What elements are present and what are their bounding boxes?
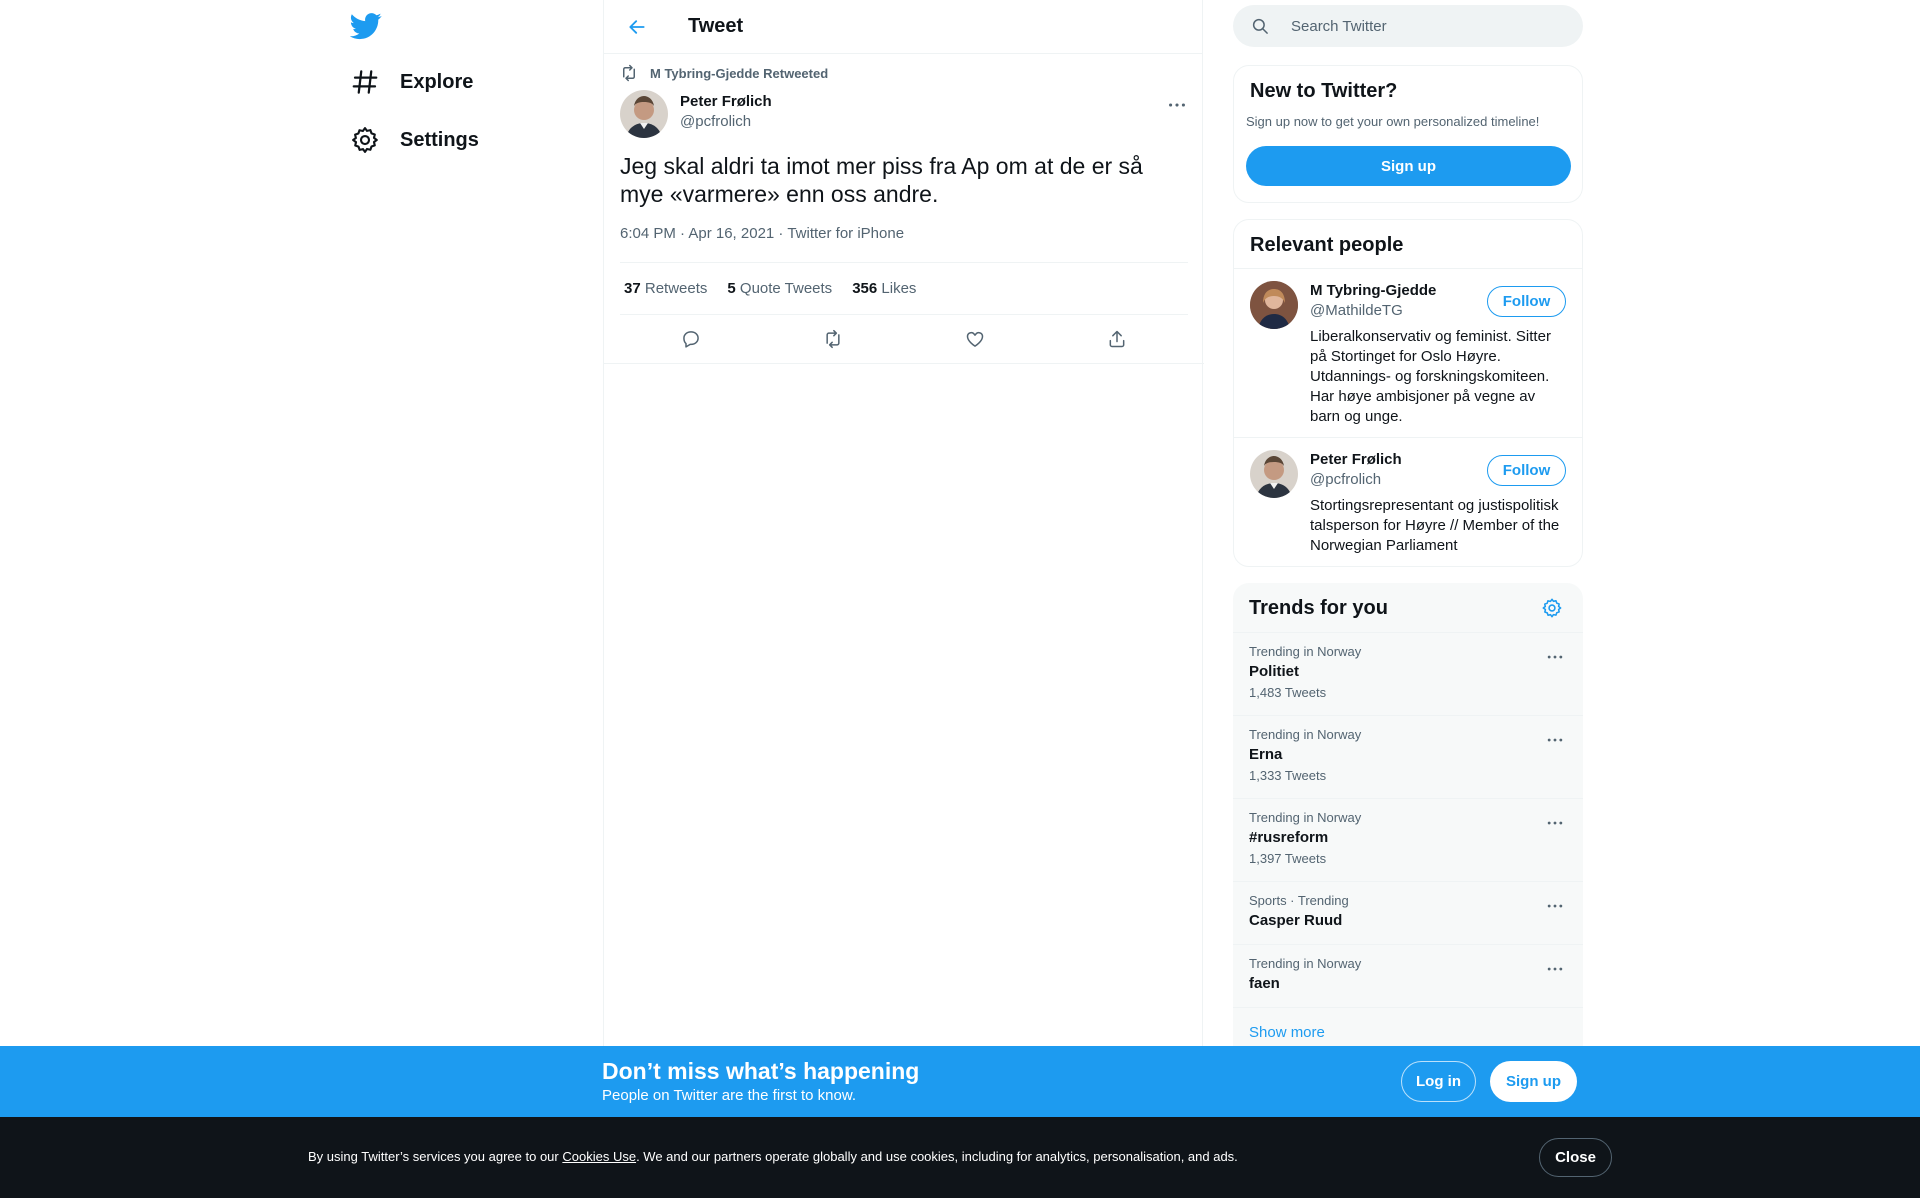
retweets-stat[interactable] (624, 280, 707, 297)
search-input[interactable]: Search Twitter (1291, 17, 1387, 35)
trend-count: 1,333 Tweets (1249, 768, 1327, 783)
person-name[interactable]: M Tybring-Gjedde (1310, 282, 1437, 299)
trend-count: 1,483 Tweets (1249, 685, 1327, 700)
likes-label: Likes (881, 280, 917, 297)
signup-button[interactable]: Sign up (1490, 1061, 1577, 1102)
trends-card (1233, 583, 1583, 1063)
retweets-label: Retweets (644, 280, 708, 297)
retweet-icon (823, 329, 843, 349)
more-horizontal-icon[interactable] (1545, 896, 1565, 916)
more-horizontal-icon[interactable] (1545, 813, 1565, 833)
nav-settings[interactable] (350, 116, 479, 164)
person-handle[interactable]: @MathildeTG (1310, 302, 1403, 319)
page-title: Tweet (688, 15, 744, 37)
show-more-link[interactable]: Show more (1249, 1024, 1325, 1041)
trend-item[interactable] (1233, 799, 1583, 882)
trend-item[interactable] (1233, 945, 1583, 1008)
author-name[interactable]: Peter Frølich (680, 93, 772, 110)
main-column (603, 0, 1203, 1198)
retweet-icon (620, 64, 638, 82)
retweets-count: 37 (624, 280, 641, 297)
share-button[interactable] (1100, 322, 1134, 356)
follow-button[interactable]: Follow (1487, 286, 1566, 317)
more-horizontal-icon[interactable] (1545, 959, 1565, 979)
trend-context: Trending in Norway (1249, 956, 1362, 971)
avatar[interactable] (1250, 281, 1298, 329)
reply-button[interactable] (674, 322, 708, 356)
likes-stat[interactable] (852, 280, 916, 297)
trend-name: Erna (1249, 746, 1283, 763)
nav-settings-label: Settings (400, 128, 479, 151)
new-to-twitter-card (1233, 65, 1583, 203)
trend-name: faen (1249, 975, 1280, 992)
tweet-text: Jeg skal aldri ta imot mer piss fra Ap om at de er så mye «varmere» enn oss andre. (620, 153, 1143, 207)
trend-context: Sports · Trending (1249, 893, 1349, 908)
nav-explore[interactable] (350, 58, 473, 106)
new-to-twitter-subtitle: Sign up now to get your own personalized timeline! (1246, 114, 1540, 129)
more-horizontal-icon[interactable] (1545, 647, 1565, 667)
trends-title: Trends for you (1249, 597, 1388, 619)
divider (604, 363, 1204, 364)
more-horizontal-icon (1166, 94, 1188, 116)
share-icon (1107, 329, 1127, 349)
cookie-banner (0, 1117, 1920, 1198)
twitter-bird-icon[interactable] (350, 10, 382, 42)
new-to-twitter-title: New to Twitter? (1250, 80, 1398, 102)
more-horizontal-icon[interactable] (1545, 730, 1565, 750)
hashtag-icon (350, 67, 380, 97)
like-button[interactable] (958, 322, 992, 356)
tweet-actions (620, 315, 1188, 363)
tweet-source[interactable]: Twitter for iPhone (787, 225, 905, 242)
author-handle[interactable]: @pcfrolich (680, 113, 752, 130)
person-bio: Liberalkonservativ og feminist. Sitter på Stortinget for Oslo Høyre. Utdannings- og forskningskomiteen. Har høye ambisjoner på vegne av barn og unge. (1310, 328, 1551, 425)
person-handle[interactable]: @pcfrolich (1310, 471, 1382, 488)
trend-context: Trending in Norway (1249, 810, 1362, 825)
search-icon (1251, 17, 1269, 35)
quote-tweets-stat[interactable] (727, 280, 832, 297)
trends-settings-icon[interactable] (1541, 597, 1563, 619)
more-options-button[interactable] (1166, 94, 1188, 116)
cookies-use-link[interactable]: Cookies Use (562, 1149, 637, 1164)
sidebar-signup-button[interactable]: Sign up (1246, 146, 1571, 186)
likes-count: 356 (852, 280, 878, 297)
retweet-button[interactable] (816, 322, 850, 356)
trend-count: 1,397 Tweets (1249, 851, 1327, 866)
tweet-meta (620, 224, 904, 244)
trend-name: #rusreform (1249, 829, 1329, 846)
gear-icon (350, 125, 380, 155)
nav-explore-label: Explore (400, 70, 474, 93)
cta-subtitle: People on Twitter are the first to know. (602, 1087, 857, 1104)
cookie-text (308, 1149, 1238, 1164)
relevant-people-title: Relevant people (1250, 234, 1404, 256)
relevant-people-header (1234, 220, 1582, 269)
trend-item[interactable] (1233, 882, 1583, 945)
login-button[interactable]: Log in (1401, 1061, 1476, 1102)
avatar[interactable] (1250, 450, 1298, 498)
main-header (604, 0, 1202, 54)
person-item[interactable] (1234, 438, 1582, 566)
trend-context: Trending in Norway (1249, 727, 1362, 742)
tweet-stats (620, 262, 1188, 315)
retweeted-indicator (620, 64, 828, 82)
trend-item[interactable] (1233, 716, 1583, 799)
cookie-close-button[interactable]: Close (1539, 1138, 1612, 1177)
tweet-author (620, 90, 1188, 138)
retweeted-by-text[interactable]: M Tybring-Gjedde Retweeted (650, 65, 829, 81)
person-bio: Stortingsrepresentant og justispolitisk talsperson for Høyre // Member of the Norwegian Parliament (1310, 497, 1560, 554)
reply-icon (681, 329, 701, 349)
cta-title: Don’t miss what’s happening (602, 1058, 920, 1084)
trend-name: Casper Ruud (1249, 912, 1343, 929)
heart-icon (965, 329, 985, 349)
search-bar[interactable] (1233, 5, 1583, 47)
tweet-timestamp[interactable]: 6:04 PM · Apr 16, 2021 (620, 225, 775, 242)
arrow-left-icon (627, 17, 647, 37)
person-item[interactable] (1234, 269, 1582, 438)
person-name[interactable]: Peter Frølich (1310, 451, 1402, 468)
back-button[interactable] (620, 10, 654, 44)
relevant-people-card (1233, 219, 1583, 567)
signup-prompt-bar (0, 1046, 1920, 1117)
trend-context: Trending in Norway (1249, 644, 1362, 659)
avatar[interactable] (620, 90, 668, 138)
trends-header (1233, 583, 1583, 633)
trend-name: Politiet (1249, 663, 1300, 680)
meta-separator: · (774, 225, 788, 242)
trend-item[interactable] (1233, 633, 1583, 716)
cookie-text-before: By using Twitter’s services you agree to our (308, 1149, 563, 1164)
quotes-label: Quote Tweets (739, 280, 833, 297)
follow-button[interactable]: Follow (1487, 455, 1566, 486)
cookie-text-after: . We and our partners operate globally and use cookies, including for analytics, personalisation, and ads. (636, 1149, 1238, 1164)
quotes-count: 5 (727, 280, 736, 297)
